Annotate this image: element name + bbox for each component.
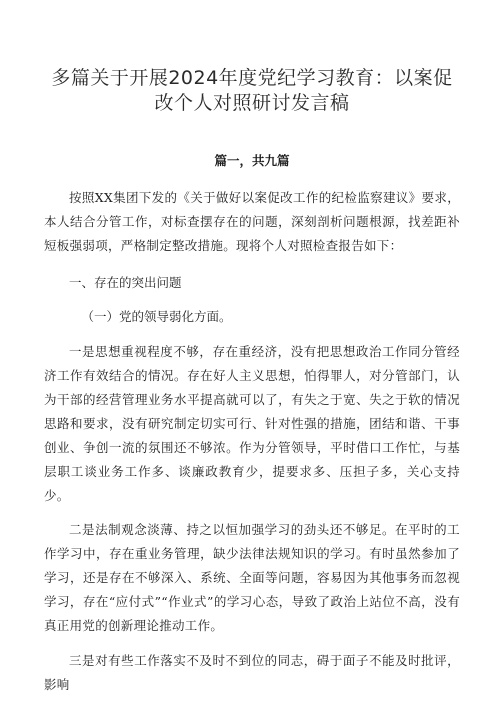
body-paragraph-2: 二是法制观念淡薄、持之以恒加强学习的劲头还不够足。在平时的工作学习中，存在重业务管理，缺少法律法规知识的学习。有时虽然参加了学习，还是存在不够深入、系统、全面等问题，容易因为其他事务而忽视学习，存在“应付式”“作业式”的学习心态，导致了政治上站位不高，没有真正用党的创新理论推动工作。: [44, 522, 460, 633]
body-paragraph-1: 一是思想重视程度不够，存在重经济，没有把思想政治工作同分管经济工作有效结合的情况。存在好人主义思想，怕得罪人，对分管部门，认为干部的经营管理业务水平提高就可以了，有失之于宽、失之于软的情况思路和要求，没有研究制定切实可行、针对性强的措施，团结和谐、干事创业、争创一流的氛围还不够浓。作为分管领导，平时借口工作忙，与基层职工谈业务工作多、谈廉政教育少，提要求多、压担子多，关心支持少。: [44, 344, 460, 503]
body-paragraph-3: 三是对有些工作落实不及时不到位的同志，碍于面子不能及时批评，影响: [44, 653, 460, 692]
document-title: 多篇关于开展2024年度党纪学习教育：以案促改个人对照研讨发言稿: [51, 67, 453, 114]
subsection-heading: （一）党的领导弱化方面。: [81, 309, 232, 324]
intro-paragraph: 按照XX集团下发的《关于做好以案促改工作的纪检监察建议》要求，本人结合分管工作，对标查摆存在的问题，深刻剖析问题根源，找差距补短板强弱项，严格制定整改措施。现将个人对照检查报告如下：: [44, 190, 460, 253]
document-subtitle: 篇一，共九篇: [214, 153, 290, 168]
section-heading: 一、存在的突出问题: [69, 275, 182, 290]
